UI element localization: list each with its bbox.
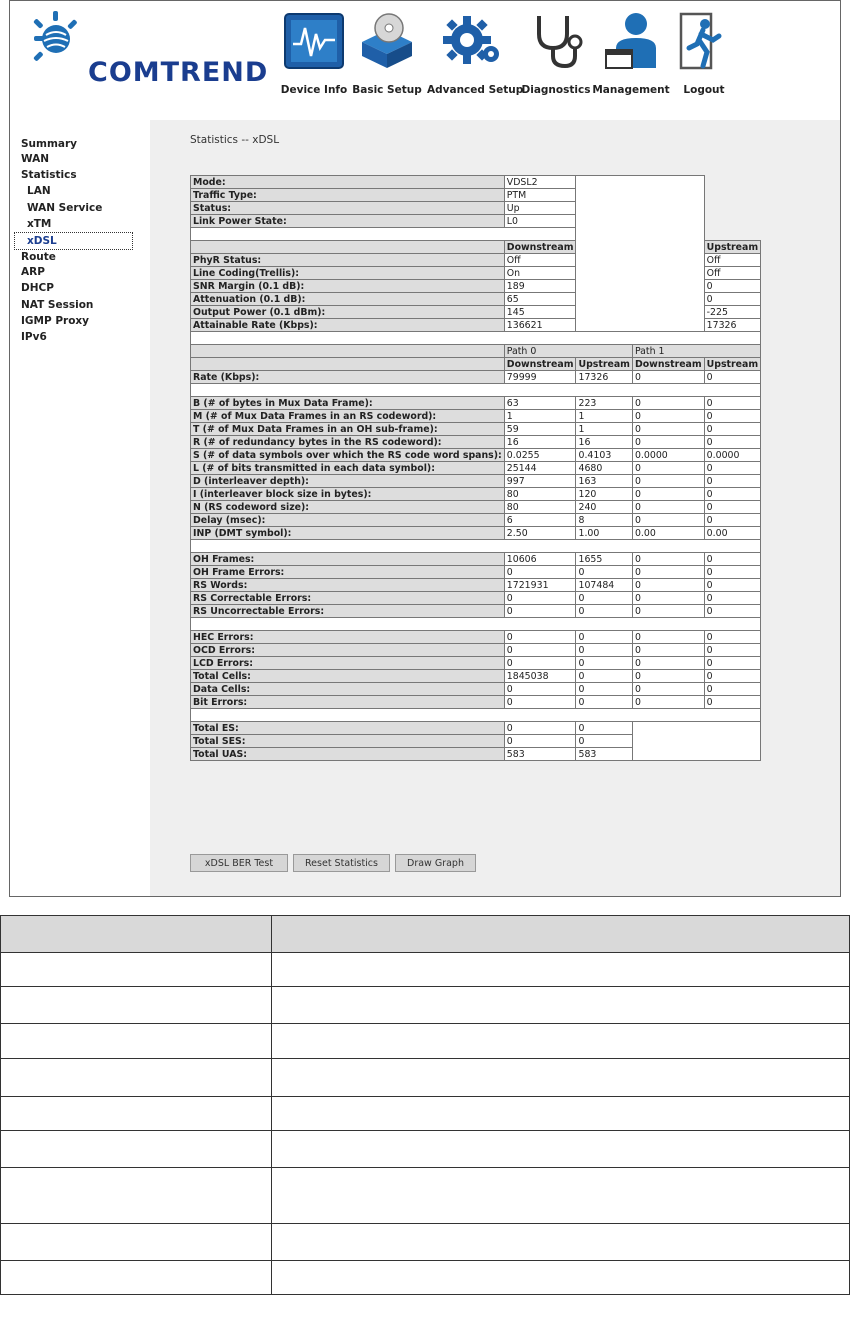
direction-header-row: [191, 358, 761, 371]
doc-table-row: [1, 987, 850, 1024]
stat-value: 0: [504, 696, 576, 709]
doc-table-row: [1, 1059, 850, 1097]
nav-management[interactable]: Management: [591, 9, 671, 96]
table-row: [191, 436, 761, 449]
stat-value: 0: [576, 735, 632, 748]
stat-label: D (interleaver depth):: [191, 475, 505, 488]
advanced-setup-icon: [441, 10, 503, 72]
stat-value: 0: [632, 553, 704, 566]
sidebar-item-route[interactable]: Route: [21, 251, 56, 263]
table-row: [191, 501, 761, 514]
stat-value: 0: [576, 722, 632, 735]
stat-value: 0: [704, 696, 760, 709]
doc-table-row: [1, 953, 850, 987]
stat-label: B (# of bytes in Mux Data Frame):: [191, 397, 505, 410]
xdsl-ber-test-button[interactable]: xDSL BER Test: [190, 854, 288, 872]
stat-value: 1: [576, 423, 632, 436]
draw-graph-button[interactable]: Draw Graph: [395, 854, 476, 872]
stat-value: 1: [576, 410, 632, 423]
table-row: [191, 423, 761, 436]
path0-header: Path 0: [504, 345, 632, 358]
stat-value: PTM: [504, 189, 576, 202]
doc-table-row: [1, 1131, 850, 1168]
stat-value: 0: [704, 410, 760, 423]
stat-label: Total SES:: [191, 735, 505, 748]
spacer-row: [191, 709, 761, 722]
stat-value: -225: [704, 306, 760, 319]
table-row: [191, 176, 761, 189]
stat-label: Total ES:: [191, 722, 505, 735]
basic-setup-icon: [356, 10, 418, 72]
stat-label: R (# of redundancy bytes in the RS codeword):: [191, 436, 505, 449]
stat-value: 79999: [504, 371, 576, 384]
stat-label: INP (DMT symbol):: [191, 527, 505, 540]
stat-value: 0: [576, 670, 632, 683]
stat-value: 0: [632, 475, 704, 488]
stat-value: 1.00: [576, 527, 632, 540]
main-content: [150, 120, 840, 896]
spacer-cell: [191, 228, 576, 241]
stat-label: S (# of data symbols over which the RS code word spans):: [191, 449, 505, 462]
stat-value: 0: [704, 566, 760, 579]
table-row: [191, 683, 761, 696]
stat-label: PhyR Status:: [191, 254, 505, 267]
sidebar-item-arp[interactable]: ARP: [21, 266, 45, 278]
table-row: [191, 644, 761, 657]
stat-value: 0: [704, 488, 760, 501]
stat-value: 0: [504, 722, 576, 735]
doc-table-header: [1, 916, 850, 953]
stat-value: 0: [504, 631, 576, 644]
stat-label: Total Cells:: [191, 670, 505, 683]
document-table: [0, 915, 850, 1295]
stat-value: 0.0000: [632, 449, 704, 462]
stat-value: Off: [704, 254, 760, 267]
spacer-row: [191, 618, 761, 631]
stat-value: 17326: [704, 319, 760, 332]
stat-value: Up: [504, 202, 576, 215]
stat-value: 0: [704, 293, 760, 306]
stat-label: HEC Errors:: [191, 631, 505, 644]
stat-value: 0.00: [632, 527, 704, 540]
stat-value: 0: [576, 657, 632, 670]
header-cell: [191, 345, 505, 358]
stat-value: 0: [632, 410, 704, 423]
stat-value: 0: [704, 423, 760, 436]
upstream-header: Upstream: [704, 358, 760, 371]
spacer-cell: [191, 618, 761, 631]
nav-advanced-setup[interactable]: Advanced Setup: [427, 9, 517, 96]
stat-value: 0: [632, 631, 704, 644]
stat-value: 59: [504, 423, 576, 436]
stat-value: 223: [576, 397, 632, 410]
table-row: [191, 696, 761, 709]
table-row: [191, 410, 761, 423]
stat-value: 0: [632, 683, 704, 696]
stat-value: 0: [632, 644, 704, 657]
stat-value: 4680: [576, 462, 632, 475]
sunburst-logo-icon: [30, 9, 90, 79]
stat-value: 1845038: [504, 670, 576, 683]
spacer-cell: [191, 384, 761, 397]
stat-label: I (interleaver block size in bytes):: [191, 488, 505, 501]
sidebar-item-lan[interactable]: LAN: [27, 185, 51, 197]
stethoscope-icon: [525, 10, 587, 72]
xdsl-statistics-table: [190, 175, 761, 761]
sidebar-item-summary[interactable]: Summary: [21, 138, 78, 150]
stat-label: Mode:: [191, 176, 505, 189]
brand-name: COMTREND: [88, 57, 269, 88]
stat-value: 0: [576, 696, 632, 709]
stat-value: 1: [504, 410, 576, 423]
stat-value: 145: [504, 306, 576, 319]
downstream-header: Downstream: [632, 358, 704, 371]
stat-value: 0: [576, 592, 632, 605]
stat-value: 0: [704, 501, 760, 514]
stat-value: 16: [576, 436, 632, 449]
table-row: [191, 514, 761, 527]
stat-value: 0: [632, 657, 704, 670]
stat-value: 80: [504, 501, 576, 514]
table-row: [191, 527, 761, 540]
stat-value: 2.50: [504, 527, 576, 540]
sidebar-item-wan-service[interactable]: WAN Service: [27, 202, 103, 214]
table-row: [191, 670, 761, 683]
stat-label: Line Coding(Trellis):: [191, 267, 505, 280]
stat-label: RS Uncorrectable Errors:: [191, 605, 505, 618]
stat-value: 120: [576, 488, 632, 501]
stat-value: 0: [632, 514, 704, 527]
spacer-cell: [191, 540, 761, 553]
stat-value: 0: [704, 397, 760, 410]
stat-label: Delay (msec):: [191, 514, 505, 527]
stat-value: 0: [632, 592, 704, 605]
stat-value: 1655: [576, 553, 632, 566]
stat-value: 63: [504, 397, 576, 410]
stat-value: 189: [504, 280, 576, 293]
stat-value: 0: [576, 631, 632, 644]
stat-value: 0.00: [704, 527, 760, 540]
path-header-row: [191, 345, 761, 358]
stat-value: 0: [504, 644, 576, 657]
downstream-header: Downstream: [504, 241, 576, 254]
stat-value: 8: [576, 514, 632, 527]
stat-value: 997: [504, 475, 576, 488]
table-row: [191, 566, 761, 579]
table-row: [191, 462, 761, 475]
header: [10, 1, 840, 119]
stat-label: Status:: [191, 202, 505, 215]
stat-value: 107484: [576, 579, 632, 592]
stat-label: LCD Errors:: [191, 657, 505, 670]
sidebar-item-dhcp[interactable]: DHCP: [21, 282, 54, 294]
stat-value: 0: [632, 462, 704, 475]
stat-value: 0: [704, 371, 760, 384]
stat-value: 0: [632, 488, 704, 501]
stat-value: VDSL2: [504, 176, 576, 189]
stat-value: 0.4103: [576, 449, 632, 462]
empty-cell: [576, 176, 704, 332]
doc-table-row: [1, 1097, 850, 1131]
stat-value: 0: [576, 605, 632, 618]
stat-value: 1721931: [504, 579, 576, 592]
stat-value: 17326: [576, 371, 632, 384]
doc-table-row: [1, 1261, 850, 1295]
spacer-row: [191, 384, 761, 397]
sidebar-item-xdsl[interactable]: xDSL: [14, 232, 133, 250]
sidebar-item-nat-session[interactable]: NAT Session: [21, 299, 94, 311]
stat-value: 0: [704, 592, 760, 605]
table-row: [191, 488, 761, 501]
stat-value: 0: [632, 397, 704, 410]
stat-label: Attenuation (0.1 dB):: [191, 293, 505, 306]
stat-value: 0: [704, 670, 760, 683]
stat-value: On: [504, 267, 576, 280]
stat-value: 16: [504, 436, 576, 449]
spacer-cell: [191, 709, 761, 722]
stat-value: 0: [576, 644, 632, 657]
stat-label: Traffic Type:: [191, 189, 505, 202]
stat-label: Bit Errors:: [191, 696, 505, 709]
stat-label: OH Frames:: [191, 553, 505, 566]
stat-value: 0: [704, 657, 760, 670]
table-row: [191, 449, 761, 462]
sidebar-item-statistics[interactable]: Statistics: [21, 169, 77, 181]
stat-value: 0: [704, 605, 760, 618]
table-row: [191, 592, 761, 605]
stat-value: 80: [504, 488, 576, 501]
stat-value: 163: [576, 475, 632, 488]
table-row: [191, 397, 761, 410]
stat-value: 6: [504, 514, 576, 527]
stat-value: 0: [704, 280, 760, 293]
stat-label: Link Power State:: [191, 215, 505, 228]
stat-value: 0: [504, 605, 576, 618]
stat-label: RS Words:: [191, 579, 505, 592]
sidebar-menu: [10, 120, 150, 896]
stat-label: OH Frame Errors:: [191, 566, 505, 579]
stat-value: 0: [504, 657, 576, 670]
upstream-header: Upstream: [704, 241, 760, 254]
nav-diagnostics[interactable]: Diagnostics: [521, 9, 591, 96]
device-info-icon: [283, 10, 345, 72]
router-web-ui-screenshot: [9, 0, 841, 897]
sidebar-item-xtm[interactable]: xTM: [27, 218, 52, 230]
stat-label: Total UAS:: [191, 748, 505, 761]
stat-value: 0: [704, 514, 760, 527]
upstream-header: Upstream: [576, 358, 632, 371]
table-row: [191, 579, 761, 592]
stat-value: Off: [704, 267, 760, 280]
stat-label: N (RS codeword size):: [191, 501, 505, 514]
stat-value: 0: [632, 423, 704, 436]
stat-value: 0: [576, 566, 632, 579]
stat-label: Output Power (0.1 dBm):: [191, 306, 505, 319]
stat-value: 65: [504, 293, 576, 306]
table-row: [191, 631, 761, 644]
stat-label: T (# of Mux Data Frames in an OH sub-frame):: [191, 423, 505, 436]
stat-value: L0: [504, 215, 576, 228]
stat-value: 0: [576, 683, 632, 696]
empty-cell: [632, 722, 760, 761]
header-cell: [191, 358, 505, 371]
header-cell: [191, 241, 505, 254]
stat-value: 0: [704, 462, 760, 475]
stat-value: 0: [632, 436, 704, 449]
stat-label: Rate (Kbps):: [191, 371, 505, 384]
comtrend-logo: [30, 9, 270, 89]
page-title: Statistics -- xDSL: [190, 134, 280, 146]
spacer-row: [191, 540, 761, 553]
nav-device-info[interactable]: Device Info: [275, 9, 353, 96]
logout-icon: [673, 10, 735, 72]
stat-value: 0: [632, 605, 704, 618]
stat-value: 0.0000: [704, 449, 760, 462]
stat-value: Off: [504, 254, 576, 267]
reset-statistics-button[interactable]: Reset Statistics: [293, 854, 390, 872]
stat-label: L (# of bits transmitted in each data symbol):: [191, 462, 505, 475]
stat-value: 0: [704, 475, 760, 488]
stat-value: 0: [504, 566, 576, 579]
path1-header: Path 1: [632, 345, 760, 358]
stat-value: 0: [504, 683, 576, 696]
sidebar-item-wan[interactable]: WAN: [21, 153, 50, 165]
stat-value: 0: [704, 553, 760, 566]
table-row: [191, 475, 761, 488]
stat-value: 0: [632, 670, 704, 683]
downstream-header: Downstream: [504, 358, 576, 371]
stat-value: 240: [576, 501, 632, 514]
management-icon: [600, 10, 662, 72]
sidebar-item-ipv6[interactable]: IPv6: [21, 331, 47, 343]
stat-value: 0: [704, 579, 760, 592]
stat-value: 136621: [504, 319, 576, 332]
stat-value: 0.0255: [504, 449, 576, 462]
stat-value: 0: [504, 592, 576, 605]
nav-logout[interactable]: Logout: [673, 9, 735, 96]
rate-row: [191, 371, 761, 384]
stat-value: 583: [504, 748, 576, 761]
stat-value: 10606: [504, 553, 576, 566]
doc-table-row: [1, 1168, 850, 1224]
stat-value: 0: [704, 644, 760, 657]
stat-value: 0: [632, 501, 704, 514]
stat-value: 0: [632, 566, 704, 579]
stat-label: Attainable Rate (Kbps):: [191, 319, 505, 332]
stat-value: 0: [704, 631, 760, 644]
table-row: [191, 722, 761, 735]
stat-value: 0: [504, 735, 576, 748]
stat-value: 0: [632, 696, 704, 709]
stat-value: 0: [632, 371, 704, 384]
stat-value: 0: [632, 579, 704, 592]
stat-value: 25144: [504, 462, 576, 475]
sidebar-item-igmp-proxy[interactable]: IGMP Proxy: [21, 315, 90, 327]
stat-label: RS Correctable Errors:: [191, 592, 505, 605]
stat-value: 583: [576, 748, 632, 761]
stat-value: 0: [704, 683, 760, 696]
stat-label: OCD Errors:: [191, 644, 505, 657]
table-row: [191, 657, 761, 670]
table-row: [191, 553, 761, 566]
nav-basic-setup[interactable]: Basic Setup: [347, 9, 427, 96]
stat-label: M (# of Mux Data Frames in an RS codeword):: [191, 410, 505, 423]
table-row: [191, 605, 761, 618]
stat-value: 0: [704, 436, 760, 449]
spacer-cell: [191, 332, 761, 345]
doc-table-row: [1, 1224, 850, 1261]
doc-table-row: [1, 1024, 850, 1059]
stat-label: Data Cells:: [191, 683, 505, 696]
spacer-row: [191, 332, 761, 345]
stat-label: SNR Margin (0.1 dB):: [191, 280, 505, 293]
